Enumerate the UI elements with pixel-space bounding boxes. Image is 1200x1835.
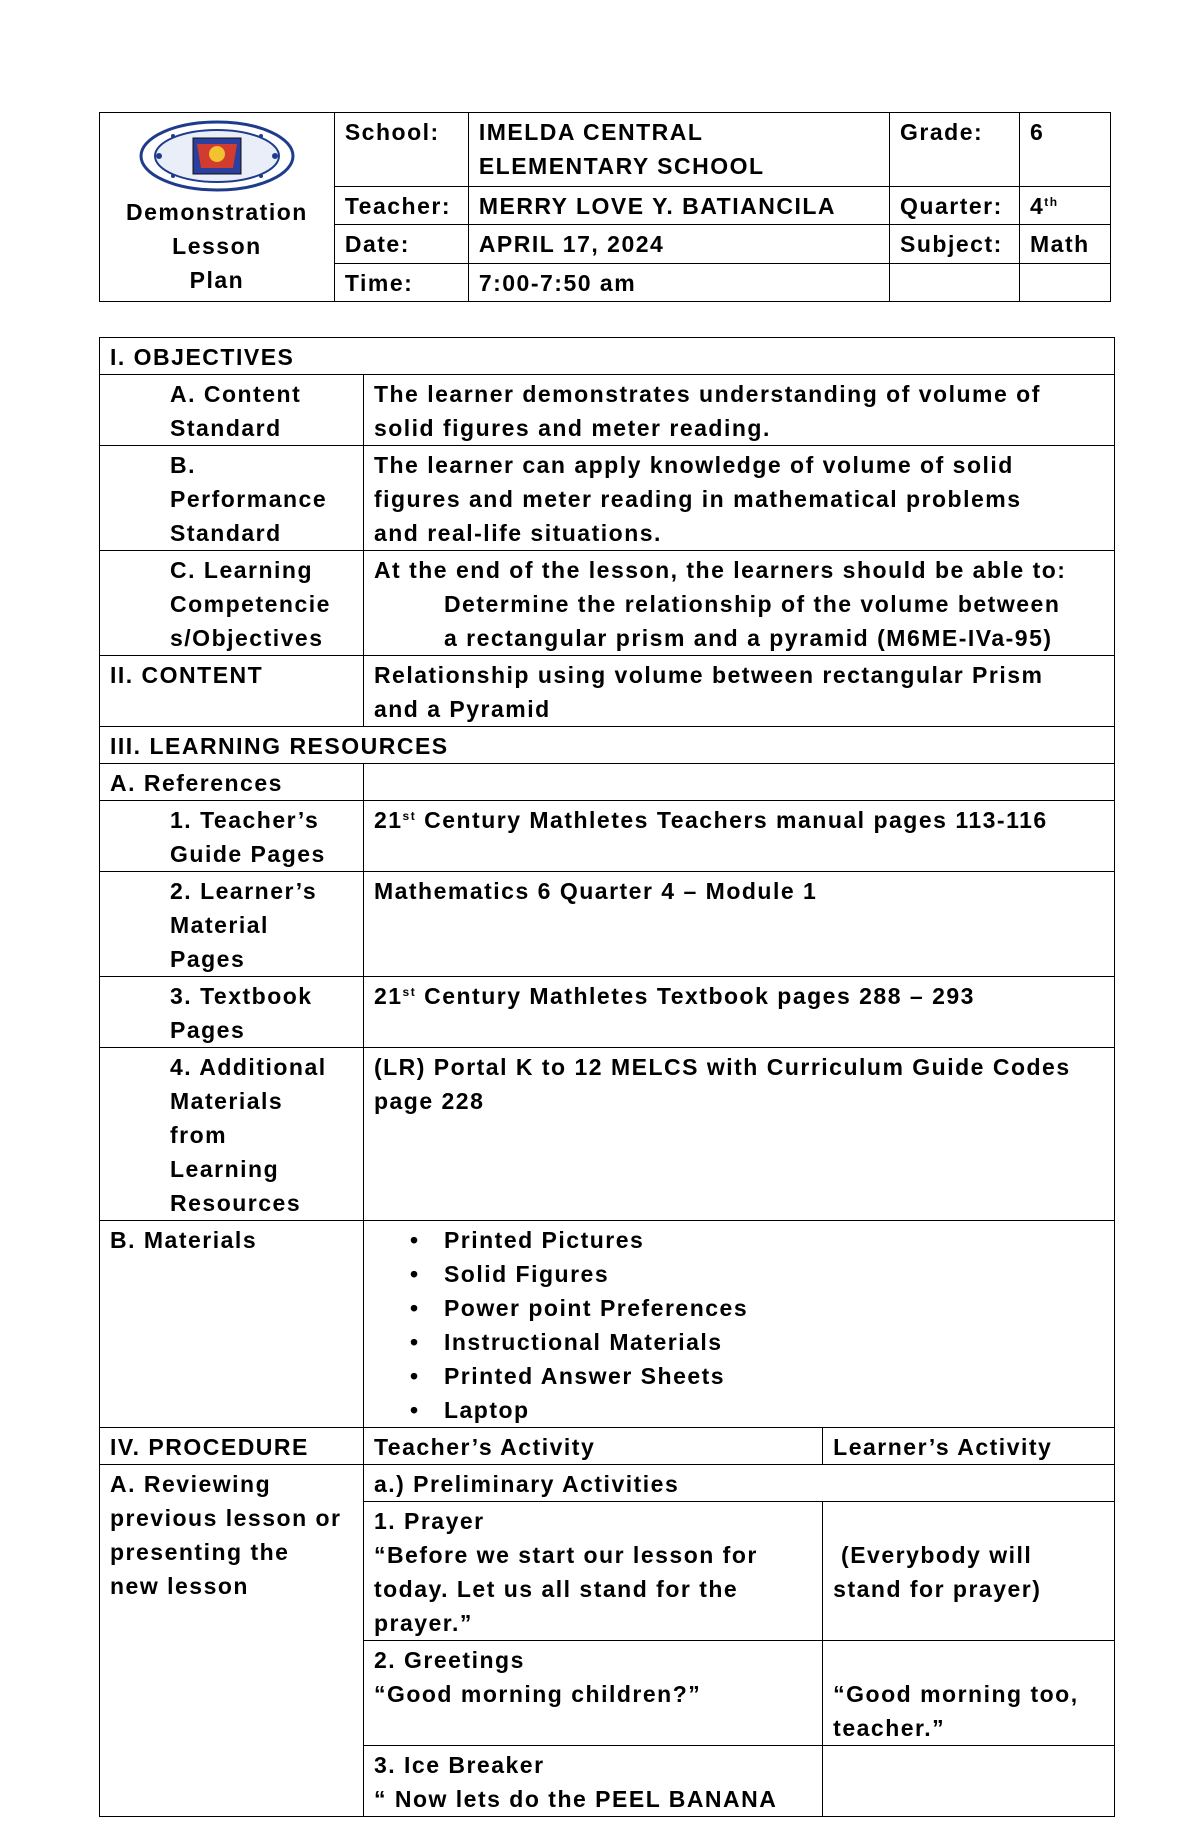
text-line: “Good morning too, [833,1681,1079,1707]
teacher-label: Teacher: [334,186,468,224]
learners-material-text: Mathematics 6 Quarter 4 – Module 1 [363,872,1114,977]
subject-label: Subject: [890,225,1020,263]
school-label: School: [334,113,468,187]
objectives-heading: I. OBJECTIVES [100,338,1115,375]
grade-value: 6 [1020,113,1111,187]
content-standard-row [100,375,1115,446]
content-row [100,656,1115,727]
label-line: 3. Textbook [170,983,313,1009]
spacer [833,1643,1104,1677]
list-item [409,1291,1104,1325]
list-item [409,1393,1104,1427]
label-line: B. [170,452,196,478]
quarter-label: Quarter: [890,186,1020,224]
label-line: presenting the [110,1539,290,1565]
text-line: figures and meter reading in mathematical problems [373,486,1022,512]
empty-cell [890,263,1020,301]
procedure-heading: IV. PROCEDURE [100,1428,364,1465]
label-line: from [170,1122,228,1148]
material-text: Printed Answer Sheets [443,1363,726,1389]
school-value [468,113,889,187]
school-value-line1: IMELDA CENTRAL [478,119,704,145]
performance-standard-text [363,446,1114,551]
text-part: Century Mathletes Teachers manual pages 113-116 [416,807,1048,833]
content-text [363,656,1114,727]
ordinal-suffix: st [402,809,417,823]
materials-list [374,1223,1104,1427]
logo-cell [100,113,335,302]
label-line: Pages [170,1017,246,1043]
bullet-icon: • [409,1227,420,1253]
reviewing-label [100,1465,364,1817]
teachers-guide-text [363,801,1114,872]
label-line: 2. Learner’s [170,878,318,904]
text-part: 21 [373,807,403,833]
label-line: Resources [170,1190,302,1216]
text-line: (LR) Portal K to 12 MELCS with Curriculum Guide Codes [373,1054,1071,1080]
text-line: teacher.” [833,1715,946,1741]
preliminary-row [100,1465,1115,1502]
material-text: Solid Figures [443,1261,610,1287]
materials-label: B. Materials [100,1221,364,1428]
subject-value: Math [1020,225,1111,263]
learning-competencies-text [363,551,1114,656]
greetings-learner [823,1641,1115,1746]
label-line: previous lesson or [110,1505,342,1531]
lesson-plan-sub1: Lesson [172,233,262,259]
label-line: Materials [170,1088,284,1114]
text-line: stand for prayer) [833,1576,1042,1602]
performance-standard-label [100,446,364,551]
spacer [833,1504,1104,1538]
label-line: A. Content [170,381,302,407]
label-line: Learning [170,1156,280,1182]
label-line: Performance [170,486,328,512]
greetings-teacher [363,1641,822,1746]
textbook-row [100,977,1115,1048]
prayer-teacher [363,1502,822,1641]
bullet-icon: • [409,1397,420,1423]
bullet-icon: • [409,1295,420,1321]
textbook-label [100,977,364,1048]
text-line: The learner demonstrates understanding of volume of [373,381,1041,407]
date-label: Date: [334,225,468,263]
lesson-plan-table [99,337,1115,1817]
school-value-line2: ELEMENTARY SCHOOL [478,153,765,179]
material-text: Instructional Materials [443,1329,723,1355]
text-line: and real-life situations. [373,520,662,546]
label-line: C. Learning [170,557,314,583]
text-line: 2. Greetings [373,1647,525,1673]
label-line: A. Reviewing [110,1471,272,1497]
teacher-activity-header: Teacher’s Activity [363,1428,822,1465]
additional-materials-row [100,1048,1115,1221]
learners-material-label [100,872,364,977]
quarter-value [1020,186,1111,224]
label-line: Standard [170,520,282,546]
text-line: prayer.” [373,1610,473,1636]
resources-heading-row [100,727,1115,764]
prayer-learner [823,1502,1115,1641]
materials-list-cell [363,1221,1114,1428]
empty-cell [1020,263,1111,301]
text-line: Relationship using volume between rectangular Prism [373,662,1044,688]
learning-competencies-row [100,551,1115,656]
content-standard-text [363,375,1114,446]
label-line: Guide Pages [170,841,326,867]
text-line: solid figures and meter reading. [373,415,771,441]
lesson-plan-title: Demonstration [126,199,308,225]
text-line: The learner can apply knowledge of volume of solid [373,452,1014,478]
list-item [409,1257,1104,1291]
date-value: APRIL 17, 2024 [468,225,889,263]
material-text: Power point Preferences [443,1295,749,1321]
deped-seal-icon [137,118,297,194]
text-line: “ Now lets do the PEEL BANANA [373,1786,778,1812]
ice-breaker-teacher [363,1746,822,1817]
additional-materials-text [363,1048,1114,1221]
text-line: 3. Ice Breaker [373,1752,545,1778]
quarter-suffix: th [1044,194,1059,209]
label-line: Standard [170,415,282,441]
teacher-value: MERRY LOVE Y. BATIANCILA [468,186,889,224]
text-line: today. Let us all stand for the [373,1576,739,1602]
text-part: 21 [373,983,403,1009]
ice-breaker-learner [823,1746,1115,1817]
time-label: Time: [334,263,468,301]
learner-activity-header: Learner’s Activity [823,1428,1115,1465]
content-heading: II. CONTENT [100,656,364,727]
procedure-heading-row [100,1428,1115,1465]
lesson-header-table [99,112,1111,302]
materials-row [100,1221,1115,1428]
quarter-number: 4 [1030,192,1045,219]
preliminary-activities: a.) Preliminary Activities [363,1465,1114,1502]
material-text: Printed Pictures [443,1227,645,1253]
text-line: Determine the relationship of the volume between [443,591,1061,617]
empty-cell [363,764,1114,801]
teachers-guide-label [100,801,364,872]
label-line: 1. Teacher’s [170,807,320,833]
bullet-icon: • [409,1261,420,1287]
label-line: 4. Additional [170,1054,327,1080]
text-line: At the end of the lesson, the learners should be able to: [373,557,1067,583]
time-value: 7:00-7:50 am [468,263,889,301]
lesson-plan-sub2: Plan [189,267,245,293]
label-line: s/Objectives [170,625,324,651]
text-line: a rectangular prism and a pyramid (M6ME-IVa-95) [443,625,1053,651]
list-item [409,1359,1104,1393]
text-line: “Before we start our lesson for [373,1542,758,1568]
references-label: A. References [100,764,364,801]
resources-heading: III. LEARNING RESOURCES [100,727,1115,764]
references-row [100,764,1115,801]
text-line: (Everybody will [833,1542,1033,1568]
text-line: and a Pyramid [373,696,551,722]
textbook-text [363,977,1114,1048]
label-line: Pages [170,946,246,972]
performance-standard-row [100,446,1115,551]
label-line: new lesson [110,1573,249,1599]
list-item [409,1223,1104,1257]
text-line: “Good morning children?” [373,1681,702,1707]
objectives-heading-row [100,338,1115,375]
label-line: Material [170,912,269,938]
learning-competencies-label [100,551,364,656]
material-text: Laptop [443,1397,530,1423]
text-line: 1. Prayer [373,1508,485,1534]
list-item [409,1325,1104,1359]
teachers-guide-row [100,801,1115,872]
bullet-icon: • [409,1329,420,1355]
text-line: page 228 [373,1088,485,1114]
text-part: Century Mathletes Textbook pages 288 – 293 [416,983,975,1009]
learners-material-row [100,872,1115,977]
content-standard-label [100,375,364,446]
grade-label: Grade: [890,113,1020,187]
label-line: Competencie [170,591,331,617]
additional-materials-label [100,1048,364,1221]
bullet-icon: • [409,1363,420,1389]
ordinal-suffix: st [402,985,417,999]
